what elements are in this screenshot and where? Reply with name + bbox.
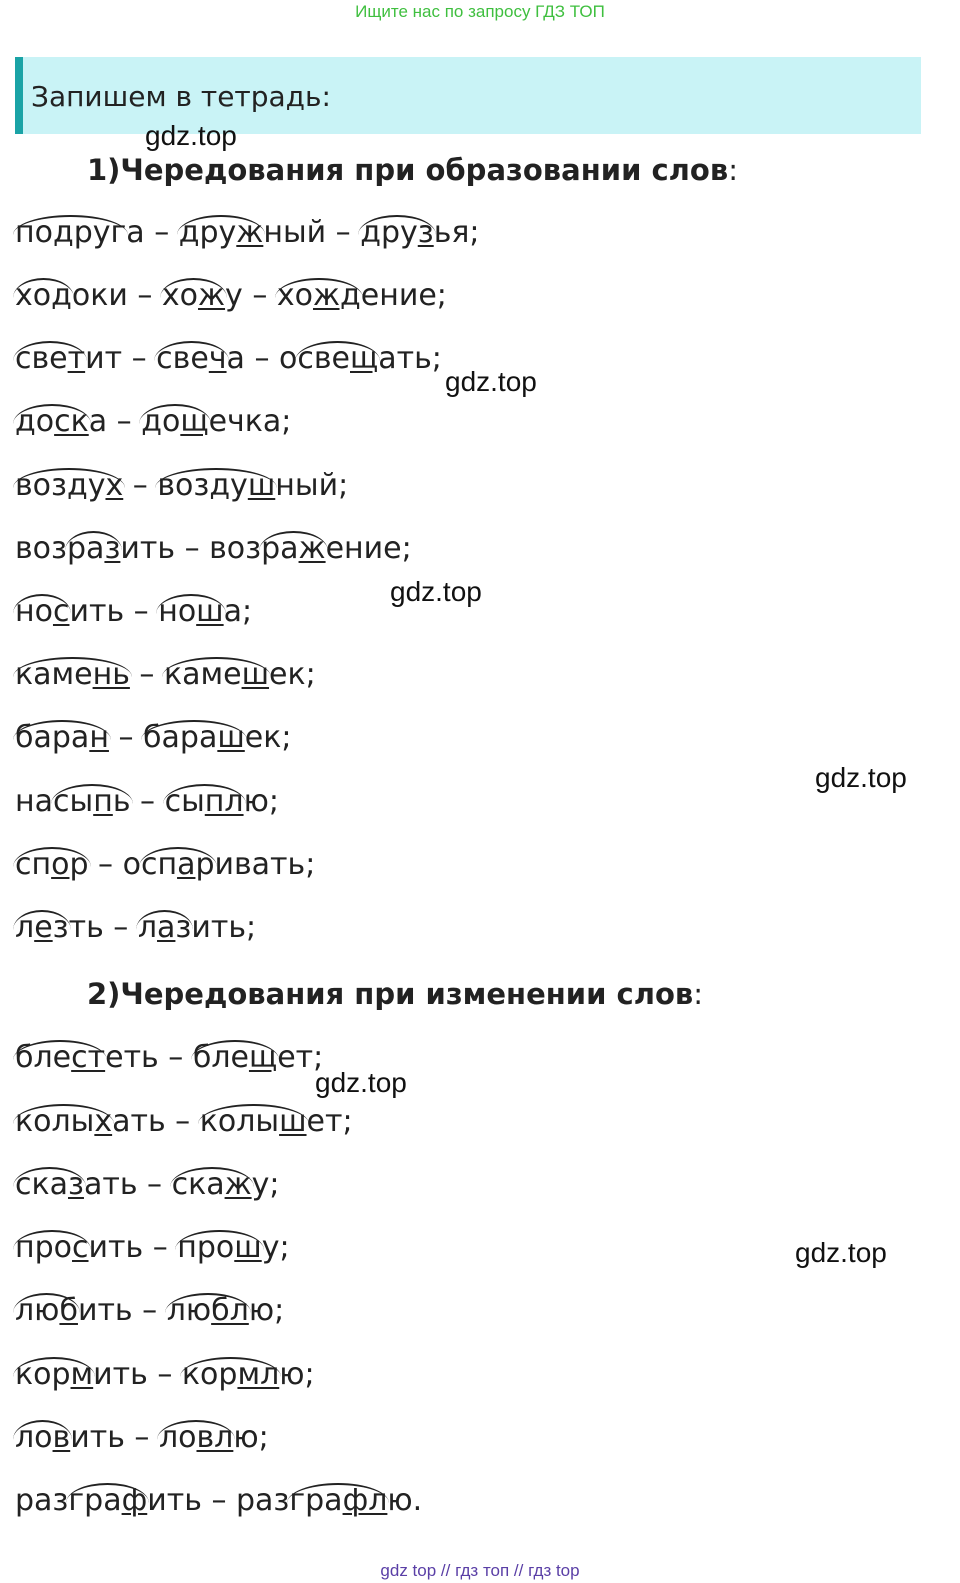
- section-title-text: 1)Чередования при образовании слов: [87, 153, 729, 187]
- section-title-colon: :: [728, 153, 738, 187]
- section-title-colon: :: [693, 977, 704, 1011]
- word-line: баран – барашек;: [15, 720, 292, 755]
- word-line: возразить – возражение;: [15, 531, 412, 566]
- word-line: ходоки – хожу – хождение;: [15, 278, 447, 313]
- section-title-text: 2)Чередования при изменении слов: [87, 977, 694, 1011]
- watermark: gdz.top: [145, 120, 237, 151]
- word-line: колыхать – колышет;: [15, 1104, 353, 1139]
- word-line: разграфить – разграфлю.: [15, 1483, 423, 1518]
- word-line: любить – люблю;: [15, 1293, 285, 1328]
- top-banner[interactable]: Ищите нас по запросу ГДЗ ТОП: [355, 2, 605, 21]
- watermark: gdz.top: [445, 366, 537, 397]
- section-title-2: [87, 977, 703, 1011]
- word-line: блестеть – блещет;: [15, 1040, 324, 1075]
- word-line: носить – ноша;: [15, 594, 253, 629]
- word-line: светит – свеча – освещать;: [15, 341, 442, 376]
- word-line: ловить – ловлю;: [15, 1420, 269, 1455]
- word-line: просить – прошу;: [15, 1230, 290, 1265]
- word-line: воздух – воздушный;: [15, 468, 349, 503]
- footer-links[interactable]: gdz top // гдз топ // гдз top: [380, 1561, 580, 1580]
- watermark: gdz.top: [315, 1067, 407, 1098]
- watermark: gdz.top: [795, 1237, 887, 1268]
- word-line: насыпь – сыплю;: [15, 784, 279, 819]
- watermark: gdz.top: [390, 576, 482, 607]
- word-line: кормить – кормлю;: [15, 1357, 315, 1392]
- word-line: сказать – скажу;: [15, 1167, 280, 1202]
- word-line: подруга – дружный – друзья;: [15, 215, 480, 250]
- watermark: gdz.top: [815, 762, 907, 793]
- section-title-1: [87, 153, 738, 187]
- word-line: камень – камешек;: [15, 657, 316, 692]
- word-line: доска – дощечка;: [15, 404, 292, 439]
- word-line: спор – оспаривать;: [15, 847, 316, 882]
- word-line: лезть – лазить;: [15, 910, 257, 945]
- header-text: Запишем в тетрадь:: [31, 80, 331, 113]
